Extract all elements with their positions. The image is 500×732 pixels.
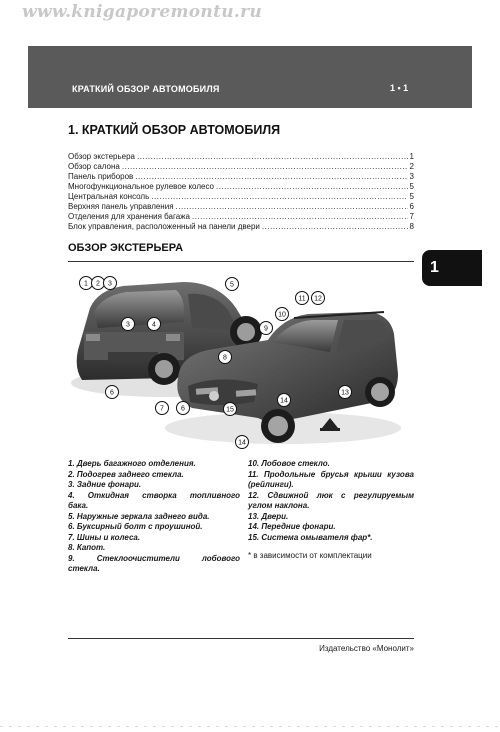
callout-marker	[122, 318, 135, 331]
legend-item: 7. Шины и колеса.	[68, 532, 141, 542]
legend-item: стекла.	[68, 564, 100, 573]
legend-item: 6. Буксирный болт с проушиной.	[68, 522, 203, 531]
toc-entry-page: 2	[409, 162, 414, 171]
toc-entry[interactable]	[68, 192, 414, 202]
toc-entry[interactable]	[68, 172, 414, 182]
toc-leader-dots	[151, 192, 407, 202]
legend-item: 12. Сдвижной люк с регулируемым	[248, 490, 414, 500]
svg-text:5: 5	[230, 281, 234, 289]
legend-right-column	[248, 459, 414, 562]
legend-item: 1. Дверь багажного отделения.	[68, 459, 196, 468]
callout-marker	[106, 386, 119, 399]
toc-leader-dots	[137, 152, 408, 162]
toc-entry[interactable]	[68, 152, 414, 162]
legend-item: 9. Стеклоочистители лобового	[68, 553, 240, 563]
toc-entry[interactable]	[68, 222, 414, 232]
running-header-title: КРАТКИЙ ОБЗОР АВТОМОБИЛЯ	[72, 84, 220, 94]
svg-text:14: 14	[280, 397, 288, 405]
callout-marker	[278, 394, 291, 407]
svg-text:6: 6	[110, 389, 114, 397]
running-header-page: 1 • 1	[390, 83, 409, 93]
legend-item: 15. Система омывателя фар*.	[248, 532, 373, 542]
toc-entry-page: 5	[409, 192, 414, 201]
svg-text:8: 8	[223, 354, 227, 362]
callout-marker	[80, 277, 93, 290]
callout-marker	[156, 402, 169, 415]
svg-text:11: 11	[298, 295, 306, 303]
callout-marker	[312, 292, 325, 305]
legend-item: 8. Капот.	[68, 543, 106, 552]
toc-entry-text: Обзор экстерьера	[68, 152, 135, 161]
toc-entry[interactable]	[68, 162, 414, 172]
callout-marker	[92, 277, 105, 290]
callout-marker	[260, 322, 273, 335]
legend-left-column	[68, 459, 240, 575]
callout-marker	[148, 318, 161, 331]
svg-text:14: 14	[238, 439, 246, 447]
toc-entry-text: Многофункциональное рулевое колесо	[68, 182, 214, 191]
footer-divider	[68, 638, 414, 639]
callout-marker	[224, 403, 237, 416]
toc-entry-text: Обзор салона	[68, 162, 120, 171]
header-band	[28, 46, 472, 108]
legend-item: (рейлинги).	[248, 480, 294, 489]
vehicle-exterior-illustration	[68, 268, 414, 454]
toc-leader-dots	[176, 202, 408, 212]
legend-item: 13. Двери.	[248, 511, 289, 521]
toc-leader-dots	[262, 222, 408, 232]
chapter-title: 1. КРАТКИЙ ОБЗОР АВТОМОБИЛЯ	[68, 123, 281, 137]
publisher-credit: Издательство «Монолит»	[319, 644, 414, 653]
legend-item: 3. Задние фонари.	[68, 480, 142, 489]
svg-text:3: 3	[126, 321, 130, 329]
callout-marker	[276, 308, 289, 321]
toc-entry-text: Центральная консоль	[68, 192, 150, 201]
toc-leader-dots	[122, 162, 408, 172]
toc-entry-page: 1	[409, 152, 414, 161]
callout-marker	[177, 402, 190, 415]
legend-item: 4. Откидная створка топливного	[68, 490, 240, 500]
svg-text:6: 6	[181, 405, 185, 413]
legend-item: 10. Лобовое стекло.	[248, 459, 330, 468]
svg-text:3: 3	[108, 280, 112, 288]
svg-text:15: 15	[226, 406, 234, 414]
footnote: * в зависимости от комплектации	[248, 551, 372, 560]
svg-text:9: 9	[264, 325, 268, 333]
toc-entry[interactable]	[68, 202, 414, 212]
legend-item: 2. Подогрев заднего стекла.	[68, 469, 184, 479]
toc-entry-page: 5	[409, 182, 414, 191]
toc-entry[interactable]	[68, 182, 414, 192]
toc-leader-dots	[135, 172, 407, 182]
toc-entry-page: 6	[409, 202, 414, 211]
svg-text:4: 4	[152, 321, 156, 329]
toc-entry-text: Отделения для хранения багажа	[68, 212, 190, 221]
legend-item: углом наклона.	[248, 501, 310, 510]
svg-text:12: 12	[314, 295, 322, 303]
toc-entry-text: Панель приборов	[68, 172, 134, 181]
scan-noise-line	[0, 726, 500, 727]
callout-marker	[226, 278, 239, 291]
svg-text:7: 7	[160, 405, 164, 413]
section-title: ОБЗОР ЭКСТЕРЬЕРА	[68, 242, 184, 254]
toc-entry-page: 8	[409, 222, 414, 231]
svg-text:2: 2	[96, 280, 100, 288]
legend-item: бака.	[68, 501, 89, 510]
section-divider	[68, 261, 414, 262]
table-of-contents	[68, 152, 414, 232]
svg-text:13: 13	[341, 389, 349, 397]
toc-entry[interactable]	[68, 212, 414, 222]
legend-item: 14. Передние фонари.	[248, 522, 336, 531]
site-watermark: www.knigaporemontu.ru	[22, 2, 263, 22]
callout-marker	[339, 386, 352, 399]
callout-marker	[104, 277, 117, 290]
callout-marker	[296, 292, 309, 305]
toc-entry-page: 3	[409, 172, 414, 181]
chapter-thumb-tab: 1	[422, 250, 482, 286]
legend-item: 5. Наружные зеркала заднего вида.	[68, 511, 210, 521]
callout-marker	[219, 351, 232, 364]
toc-entry-page: 7	[409, 212, 414, 221]
toc-leader-dots	[192, 212, 408, 222]
svg-text:1: 1	[84, 280, 88, 288]
toc-entry-text: Верхняя панель управления	[68, 202, 174, 211]
callout-marker	[236, 436, 249, 449]
toc-entry-text: Блок управления, расположенный на панели двери	[68, 222, 260, 231]
legend-item: 11. Продольные брусья крыши кузова	[248, 469, 414, 479]
toc-leader-dots	[216, 182, 408, 192]
svg-text:10: 10	[278, 311, 286, 319]
